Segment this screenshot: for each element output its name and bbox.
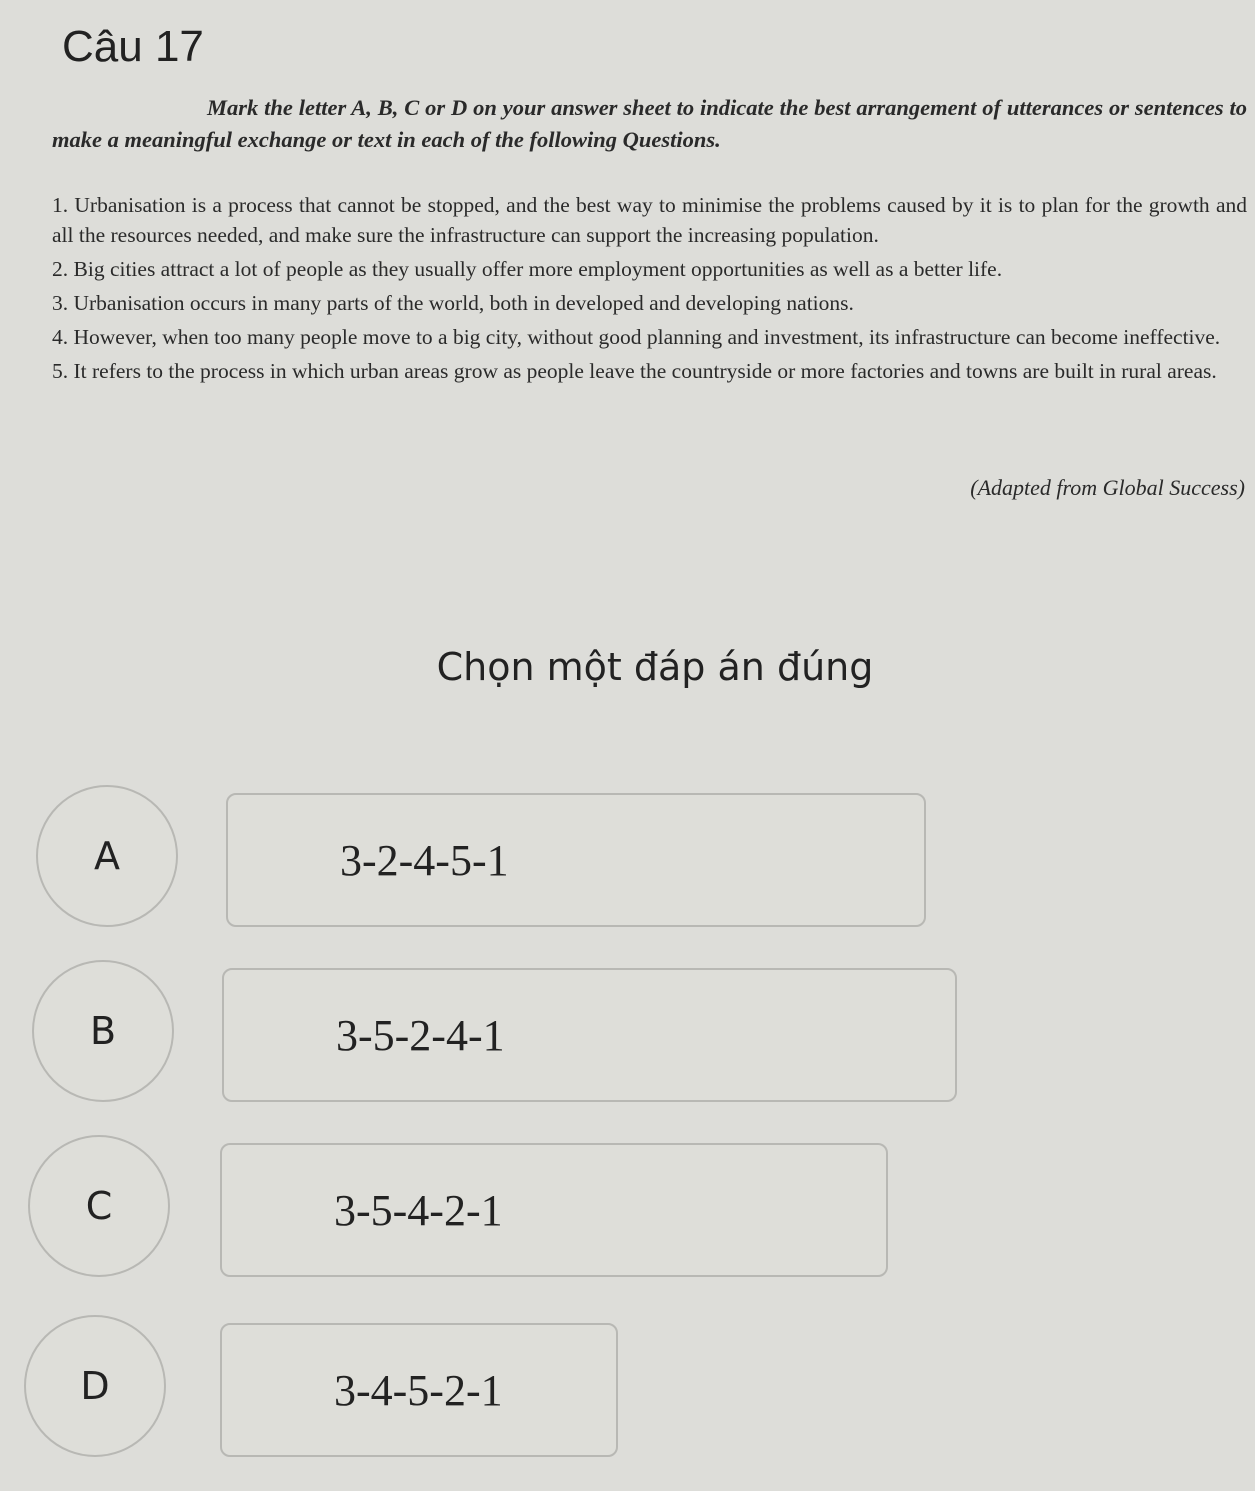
option-b-letter[interactable]: B: [32, 960, 174, 1102]
question-instruction: Mark the letter A, B, C or D on your answer sheet to indicate the best arrangement of utterances or sentences to make a meaningful exchange or text in each of the following Questions.: [52, 95, 1247, 152]
option-d-answer[interactable]: 3-4-5-2-1: [220, 1323, 618, 1457]
question-title: Câu 17: [62, 22, 204, 71]
option-c-letter[interactable]: C: [28, 1135, 170, 1277]
source-citation: (Adapted from Global Success): [970, 475, 1245, 500]
option-a-letter[interactable]: A: [36, 785, 178, 927]
sentence-3: 3. Urbanisation occurs in many parts of the world, both in developed and developing nations.: [52, 291, 854, 315]
sentence-4: 4. However, when too many people move to a big city, without good planning and investment, its infrastructure can become ineffective.: [52, 325, 1221, 349]
option-a-answer[interactable]: 3-2-4-5-1: [226, 793, 926, 927]
option-d-letter[interactable]: D: [24, 1315, 166, 1457]
option-c-answer[interactable]: 3-5-4-2-1: [220, 1143, 888, 1277]
sentence-list: [52, 190, 1247, 390]
option-b-answer[interactable]: 3-5-2-4-1: [222, 968, 957, 1102]
sentence-1: 1. Urbanisation is a process that cannot be stopped, and the best way to minimise the problems caused by it is to plan for the growth and all the resources needed, and make sure the infrastructure can support the increasing population.: [52, 193, 1247, 247]
sentence-5: 5. It refers to the process in which urban areas grow as people leave the countryside or more factories and towns are built in rural areas.: [52, 359, 1217, 383]
answer-prompt: Chọn một đáp án đúng: [436, 645, 874, 689]
sentence-2: 2. Big cities attract a lot of people as they usually offer more employment opportunities as well as a better life.: [52, 257, 1003, 281]
